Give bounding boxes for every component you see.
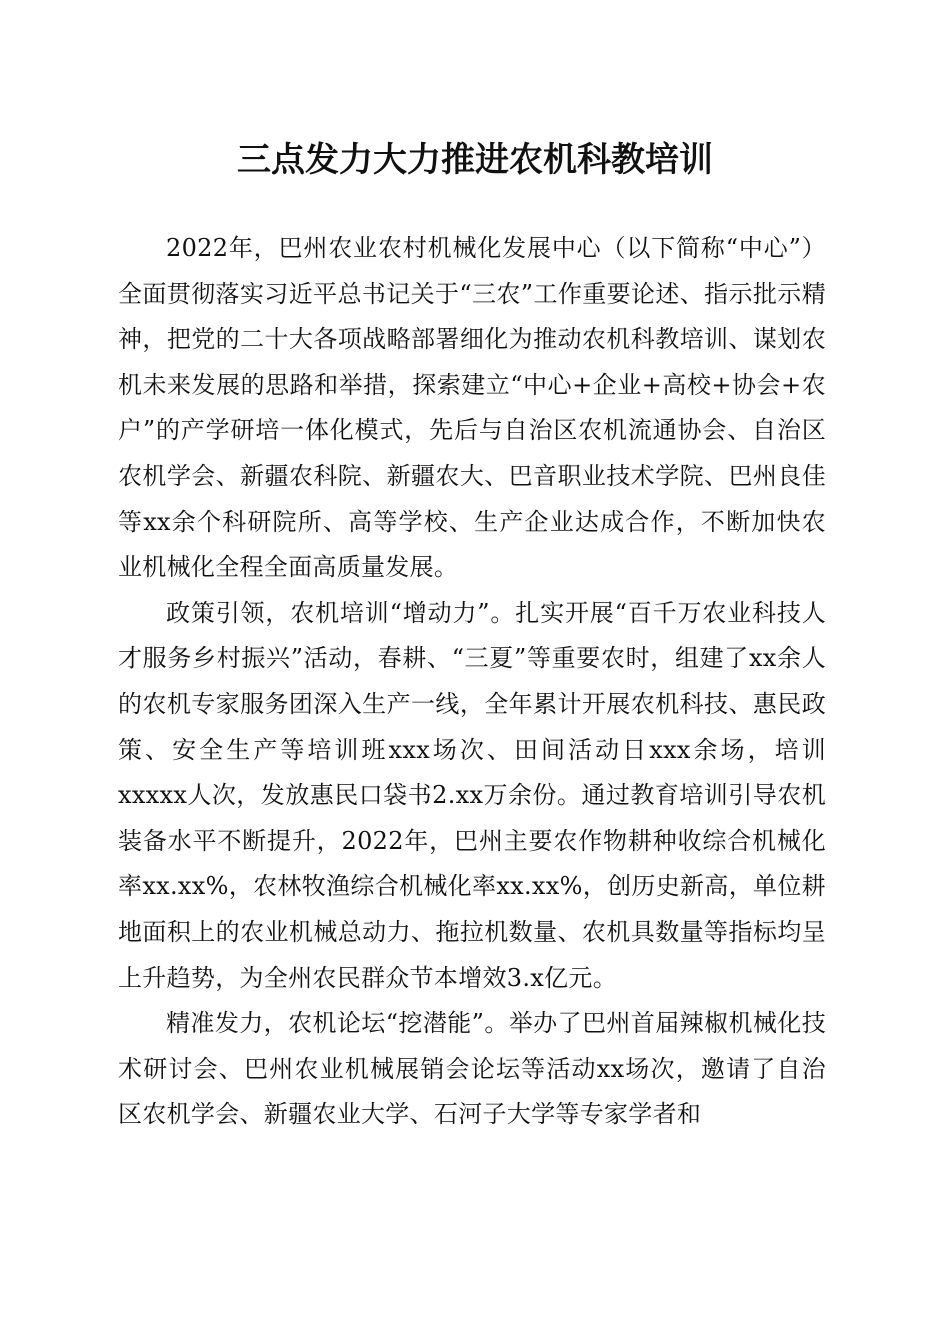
- paragraph-policy-guidance: [118, 591, 826, 1001]
- paragraph-policy-guidance-text: 政策引领，农机培训“增动力”。扎实开展“百千万农业科技人才服务乡村振兴”活动，春耕、“三夏”等重要农时，组建了xx余人的农机专家服务团深入生产一线，全年累计开展农机科技、惠民政策、安全生产等培训班xxx场次、田间活动日xxx余场，培训xxxxx人次，发放惠民口袋书2.xx万余份。通过教育培训引导农机装备水平不断提升，2022年，巴州主要农作物耕种收综合机械化率xx.xx%，农林牧渔综合机械化率xx.xx%，创历史新高，单位耕地面积上的农业机械总动力、拖拉机数量、农机具数量等指标均呈上升趋势，为全州农民群众节本增效3.x亿元。: [118, 598, 826, 992]
- paragraph-precise-effort-text: 精准发力，农机论坛“挖潜能”。举办了巴州首届辣椒机械化技术研讨会、巴州农业机械展销会论坛等活动xx场次，邀请了自治区农机学会、新疆农业大学、石河子大学等专家学者和: [118, 1009, 826, 1129]
- paragraph-intro-text: 2022年，巴州农业农村机械化发展中心（以下简称“中心”）全面贯彻落实习近平总书记关于“三农”工作重要论述、指示批示精神，把党的二十大各项战略部署细化为推动农机科教培训、谋划农机未来发展的思路和举措，探索建立“中心+企业+高校+协会+农户”的产学研培一体化模式，先后与自治区农机流通协会、自治区农机学会、新疆农科院、新疆农大、巴音职业技术学院、巴州良佳等xx余个科研院所、高等学校、生产企业达成合作，不断加快农业机械化全程全面高质量发展。: [118, 234, 826, 582]
- paragraph-precise-effort: [118, 1001, 826, 1138]
- paragraph-intro: [118, 226, 826, 591]
- document-body: [118, 226, 826, 1138]
- page-title: 三点发力大力推进农机科教培训: [237, 140, 713, 180]
